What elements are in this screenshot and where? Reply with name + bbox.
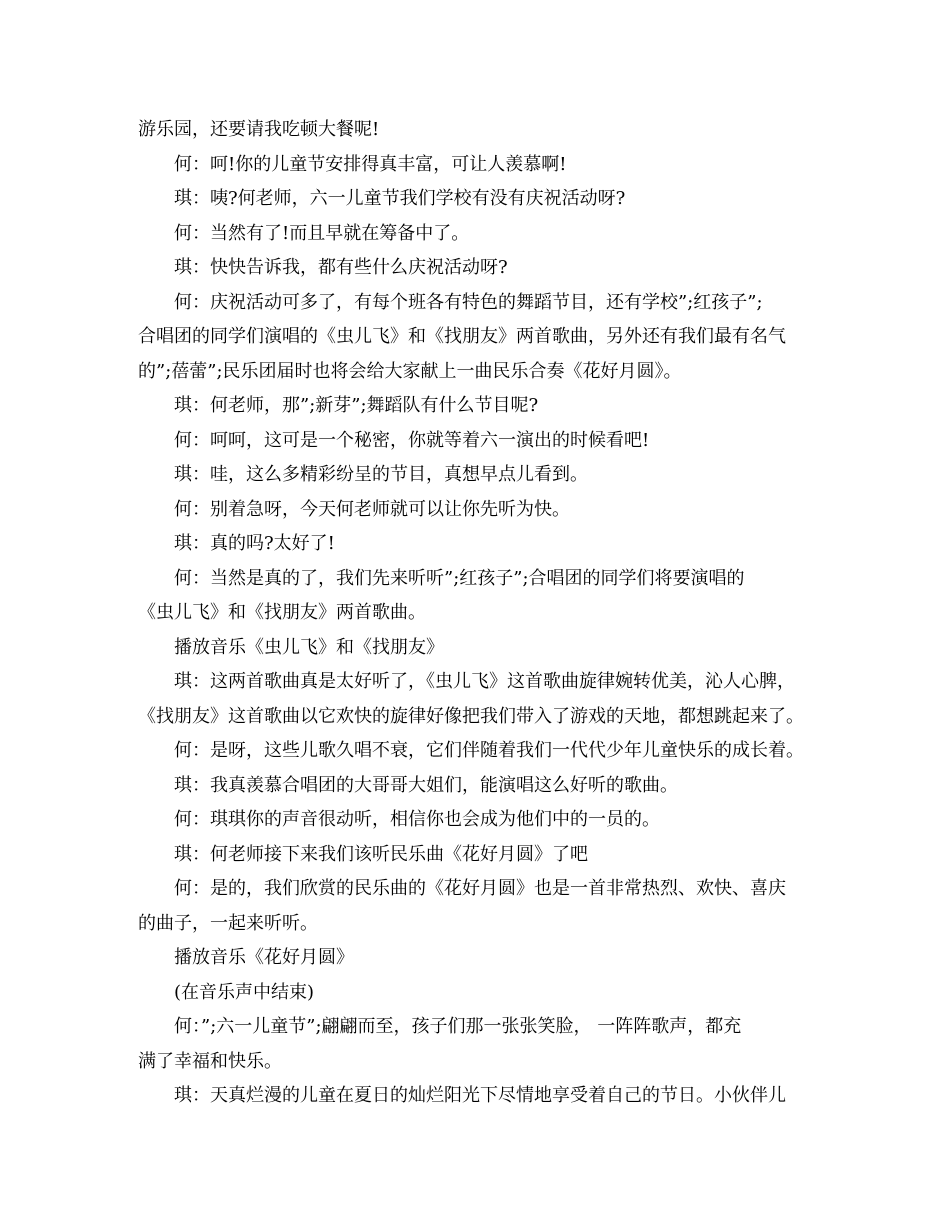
text-line: 《找朋友》这首歌曲以它欢快的旋律好像把我们带入了游戏的天地，都想跳起来了。 bbox=[138, 705, 804, 727]
text-line: 何：呵!你的儿童节安排得真丰富，可让人羡慕啊! bbox=[174, 153, 567, 175]
text-line: 何：是的，我们欣赏的民乐曲的《花好月圆》也是一首非常热烈、欢快、喜庆 bbox=[174, 878, 786, 899]
text-line: 琪：这两首歌曲真是太好听了，《虫儿飞》这首歌曲旋律婉转优美，沁人心脾， bbox=[174, 671, 795, 692]
text-line: 的”;蓓蕾”;民乐团届时也将会给大家献上一曲民乐合奏《花好月圆》。 bbox=[138, 360, 682, 382]
text-line: 何：”;六一儿童节”;翩翩而至，孩子们那一张张笑脸， 一阵阵歌声，都充 bbox=[174, 1016, 742, 1037]
text-line: 琪：哇，这么多精彩纷呈的节目，真想早点儿看到。 bbox=[174, 464, 588, 485]
text-line: 何：当然有了!而且早就在筹备中了。 bbox=[174, 222, 470, 244]
text-line: 合唱团的同学们演唱的《虫儿飞》和《找朋友》两首歌曲，另外还有我们最有名气 bbox=[138, 326, 786, 347]
text-line: 琪：何老师接下来我们该听民乐曲《花好月圆》了吧 bbox=[174, 843, 588, 865]
text-line: 琪：何老师，那”;新芽”;舞蹈队有什么节目呢? bbox=[174, 395, 539, 416]
text-line: 琪：咦?何老师，六一儿童节我们学校有没有庆祝活动呀? bbox=[174, 188, 626, 209]
text-line: 播放音乐《花好月圆》 bbox=[174, 947, 354, 968]
text-line: (在音乐声中结束) bbox=[174, 981, 315, 1003]
text-line: 琪：快快告诉我，都有些什么庆祝活动呀? bbox=[174, 257, 508, 278]
text-line: 何：呵呵，这可是一个秘密，你就等着六一演出的时候看吧! bbox=[174, 429, 650, 451]
text-line: 琪：天真烂漫的儿童在夏日的灿烂阳光下尽情地享受着自己的节日。小伙伴儿 bbox=[174, 1085, 786, 1106]
text-line: 何：是呀，这些儿歌久唱不衰，它们伴随着我们一代代少年儿童快乐的成长着。 bbox=[174, 740, 804, 761]
text-line: 琪：真的吗?太好了! bbox=[174, 533, 335, 554]
text-line: 何：庆祝活动可多了，有每个班各有特色的舞蹈节目，还有学校”;红孩子”; bbox=[174, 291, 763, 313]
text-line: 何：别着急呀，今天何老师就可以让你先听为快。 bbox=[174, 498, 570, 520]
text-line: 《虫儿飞》和《找朋友》两首歌曲。 bbox=[138, 602, 426, 623]
text-line: 何：当然是真的了，我们先来听听”;红孩子”;合唱团的同学们将要演唱的 bbox=[174, 567, 745, 589]
text-line: 琪：我真羡慕合唱团的大哥哥大姐们，能演唱这么好听的歌曲。 bbox=[174, 774, 678, 796]
text-line: 游乐园，还要请我吃顿大餐呢! bbox=[138, 119, 380, 140]
text-line: 播放音乐《虫儿飞》和《找朋友》 bbox=[174, 636, 444, 658]
text-line: 何：琪琪你的声音很动听，相信你也会成为他们中的一员的。 bbox=[174, 809, 660, 830]
text-line: 满了幸福和快乐。 bbox=[138, 1050, 282, 1072]
text-line: 的曲子，一起来听听。 bbox=[138, 912, 318, 934]
document-body bbox=[138, 113, 818, 1114]
